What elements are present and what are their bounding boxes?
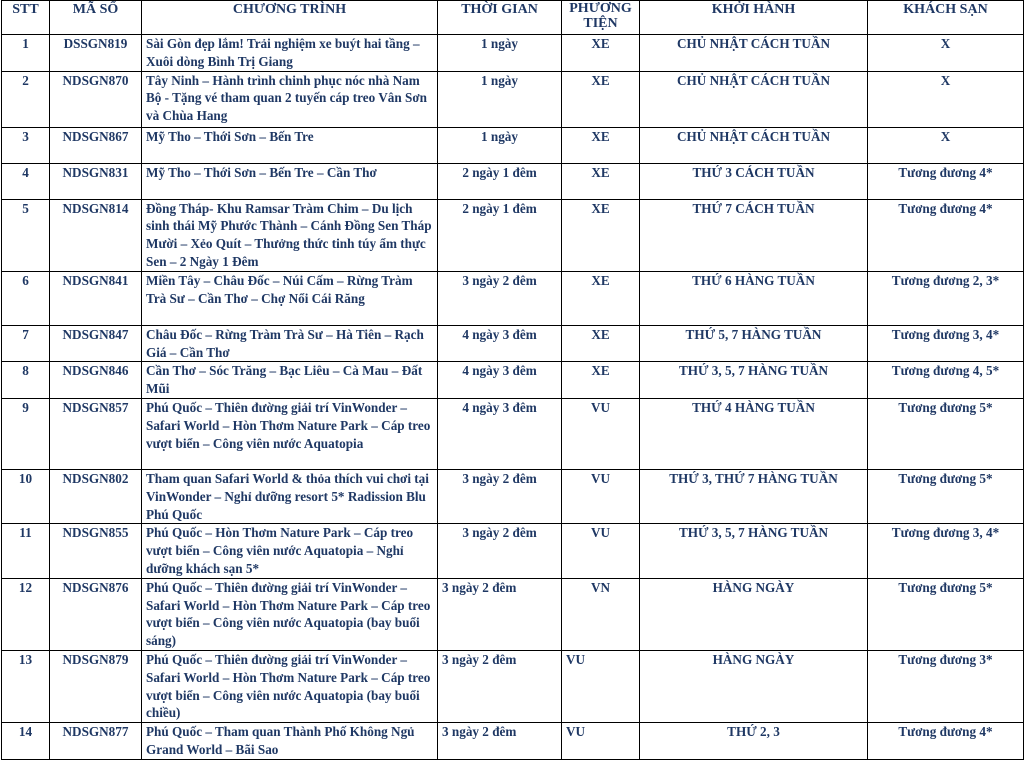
cell-hotel: X bbox=[868, 71, 1024, 127]
cell-stt: 11 bbox=[2, 524, 50, 578]
cell-code: DSSGN819 bbox=[50, 35, 142, 72]
cell-hotel: X bbox=[868, 35, 1024, 72]
cell-duration: 1 ngày bbox=[438, 127, 562, 163]
cell-stt: 3 bbox=[2, 127, 50, 163]
header-program: CHƯƠNG TRÌNH bbox=[142, 1, 438, 35]
cell-program: Phú Quốc – Thiên đường giải trí VinWonder – Safari World – Hòn Thơm Nature Park – Cáp treo vượt biển – Công viên nước Aquatopia (bay buổi chiều) bbox=[142, 650, 438, 722]
cell-transport: XE bbox=[562, 199, 640, 271]
cell-duration: 3 ngày 2 đêm bbox=[438, 650, 562, 722]
cell-transport: VU bbox=[562, 524, 640, 578]
cell-program: Miền Tây – Châu Đốc – Núi Cấm – Rừng Tràm Trà Sư – Cần Thơ – Chợ Nổi Cái Răng bbox=[142, 271, 438, 325]
cell-program: Tham quan Safari World & thỏa thích vui chơi tại VinWonder – Nghỉ dưỡng resort 5* Radission Blu Phú Quốc bbox=[142, 469, 438, 523]
cell-duration: 3 ngày 2 đêm bbox=[438, 469, 562, 523]
table-row bbox=[2, 362, 1024, 399]
cell-code: NDSGN879 bbox=[50, 650, 142, 722]
cell-program: Mỹ Tho – Thới Sơn – Bến Tre – Cần Thơ bbox=[142, 163, 438, 199]
cell-departure: THỨ 7 CÁCH TUẦN bbox=[640, 199, 868, 271]
cell-code: NDSGN876 bbox=[50, 578, 142, 650]
cell-transport: XE bbox=[562, 325, 640, 362]
cell-duration: 4 ngày 3 đêm bbox=[438, 398, 562, 469]
cell-duration: 1 ngày bbox=[438, 35, 562, 72]
cell-code: NDSGN855 bbox=[50, 524, 142, 578]
cell-stt: 4 bbox=[2, 163, 50, 199]
cell-departure: THỨ 5, 7 HÀNG TUẦN bbox=[640, 325, 868, 362]
cell-departure: THỨ 2, 3 bbox=[640, 723, 868, 760]
table-row bbox=[2, 163, 1024, 199]
table-row bbox=[2, 325, 1024, 362]
cell-program: Phú Quốc – Thiên đường giải trí VinWonder – Safari World – Hòn Thơm Nature Park – Cáp treo vượt biển – Công viên nước Aquatopia (bay buổi sáng) bbox=[142, 578, 438, 650]
cell-stt: 14 bbox=[2, 723, 50, 760]
cell-code: NDSGN867 bbox=[50, 127, 142, 163]
cell-code: NDSGN846 bbox=[50, 362, 142, 399]
cell-departure: CHỦ NHẬT CÁCH TUẦN bbox=[640, 35, 868, 72]
cell-code: NDSGN877 bbox=[50, 723, 142, 760]
header-departure: KHỞI HÀNH bbox=[640, 1, 868, 35]
cell-duration: 3 ngày 2 đêm bbox=[438, 524, 562, 578]
cell-departure: HÀNG NGÀY bbox=[640, 650, 868, 722]
cell-hotel: Tương đương 4* bbox=[868, 723, 1024, 760]
cell-stt: 10 bbox=[2, 469, 50, 523]
table-row bbox=[2, 127, 1024, 163]
cell-duration: 3 ngày 2 đêm bbox=[438, 578, 562, 650]
table-row bbox=[2, 35, 1024, 72]
cell-departure: HÀNG NGÀY bbox=[640, 578, 868, 650]
table-row bbox=[2, 469, 1024, 523]
table-row bbox=[2, 398, 1024, 469]
cell-code: NDSGN831 bbox=[50, 163, 142, 199]
table-row bbox=[2, 650, 1024, 722]
cell-program: Sài Gòn đẹp lắm! Trải nghiệm xe buýt hai tầng – Xuôi dòng Bình Trị Giang bbox=[142, 35, 438, 72]
cell-hotel: Tương đương 3* bbox=[868, 650, 1024, 722]
cell-code: NDSGN847 bbox=[50, 325, 142, 362]
table-row bbox=[2, 271, 1024, 325]
cell-departure: THỨ 4 HÀNG TUẦN bbox=[640, 398, 868, 469]
cell-hotel: Tương đương 4* bbox=[868, 199, 1024, 271]
table-row bbox=[2, 723, 1024, 760]
cell-program: Phú Quốc – Thiên đường giải trí VinWonder –Safari World – Hòn Thơm Nature Park – Cáp treo vượt biển – Công viên nước Aquatopia bbox=[142, 398, 438, 469]
cell-hotel: Tương đương 4, 5* bbox=[868, 362, 1024, 399]
cell-transport: XE bbox=[562, 35, 640, 72]
cell-code: NDSGN870 bbox=[50, 71, 142, 127]
cell-hotel: Tương đương 2, 3* bbox=[868, 271, 1024, 325]
cell-transport: XE bbox=[562, 362, 640, 399]
cell-departure: CHỦ NHẬT CÁCH TUẦN bbox=[640, 127, 868, 163]
cell-departure: THỨ 3, 5, 7 HÀNG TUẦN bbox=[640, 362, 868, 399]
cell-transport: XE bbox=[562, 127, 640, 163]
cell-hotel: Tương đương 3, 4* bbox=[868, 325, 1024, 362]
header-transport: PHƯƠNG TIỆN bbox=[562, 1, 640, 35]
cell-departure: THỨ 6 HÀNG TUẦN bbox=[640, 271, 868, 325]
cell-duration: 1 ngày bbox=[438, 71, 562, 127]
cell-stt: 8 bbox=[2, 362, 50, 399]
cell-duration: 2 ngày 1 đêm bbox=[438, 163, 562, 199]
cell-hotel: Tương đương 5* bbox=[868, 398, 1024, 469]
header-hotel: KHÁCH SẠN bbox=[868, 1, 1024, 35]
cell-transport: VU bbox=[562, 398, 640, 469]
cell-code: NDSGN802 bbox=[50, 469, 142, 523]
cell-hotel: Tương đương 5* bbox=[868, 469, 1024, 523]
cell-program: Cần Thơ – Sóc Trăng – Bạc Liêu – Cà Mau – Đất Mũi bbox=[142, 362, 438, 399]
cell-code: NDSGN857 bbox=[50, 398, 142, 469]
cell-stt: 1 bbox=[2, 35, 50, 72]
cell-stt: 2 bbox=[2, 71, 50, 127]
cell-program: Châu Đốc – Rừng Tràm Trà Sư – Hà Tiên – Rạch Giá – Cần Thơ bbox=[142, 325, 438, 362]
cell-hotel: Tương đương 3, 4* bbox=[868, 524, 1024, 578]
cell-transport: VU bbox=[562, 469, 640, 523]
cell-departure: THỨ 3, THỨ 7 HÀNG TUẦN bbox=[640, 469, 868, 523]
cell-code: NDSGN814 bbox=[50, 199, 142, 271]
cell-duration: 3 ngày 2 đêm bbox=[438, 271, 562, 325]
tour-schedule-table bbox=[1, 0, 1024, 760]
table-row bbox=[2, 199, 1024, 271]
cell-stt: 9 bbox=[2, 398, 50, 469]
table-row bbox=[2, 578, 1024, 650]
cell-program: Phú Quốc – Hòn Thơm Nature Park – Cáp treo vượt biển – Công viên nước Aquatopia – Nghỉ dưỡng khách sạn 5* bbox=[142, 524, 438, 578]
cell-program: Đồng Tháp- Khu Ramsar Tràm Chim – Du lịch sinh thái Mỹ Phước Thành – Cánh Đồng Sen Tháp Mười – Xẻo Quít – Thưởng thức tinh túy ẩm thực Sen – 2 Ngày 1 Đêm bbox=[142, 199, 438, 271]
cell-departure: CHỦ NHẬT CÁCH TUẦN bbox=[640, 71, 868, 127]
cell-stt: 6 bbox=[2, 271, 50, 325]
cell-transport: XE bbox=[562, 271, 640, 325]
header-code: MÃ SỐ bbox=[50, 1, 142, 35]
cell-transport: VU bbox=[562, 723, 640, 760]
cell-departure: THỨ 3, 5, 7 HÀNG TUẦN bbox=[640, 524, 868, 578]
cell-hotel: Tương đương 4* bbox=[868, 163, 1024, 199]
cell-duration: 3 ngày 2 đêm bbox=[438, 723, 562, 760]
cell-stt: 7 bbox=[2, 325, 50, 362]
cell-duration: 2 ngày 1 đêm bbox=[438, 199, 562, 271]
cell-program: Mỹ Tho – Thới Sơn – Bến Tre bbox=[142, 127, 438, 163]
cell-departure: THỨ 3 CÁCH TUẦN bbox=[640, 163, 868, 199]
header-duration: THỜI GIAN bbox=[438, 1, 562, 35]
cell-program: Phú Quốc – Tham quan Thành Phố Không Ngủ Grand World – Bãi Sao bbox=[142, 723, 438, 760]
cell-hotel: Tương đương 5* bbox=[868, 578, 1024, 650]
cell-hotel: X bbox=[868, 127, 1024, 163]
cell-code: NDSGN841 bbox=[50, 271, 142, 325]
cell-stt: 5 bbox=[2, 199, 50, 271]
cell-transport: XE bbox=[562, 163, 640, 199]
cell-stt: 12 bbox=[2, 578, 50, 650]
table-row bbox=[2, 71, 1024, 127]
cell-transport: VN bbox=[562, 578, 640, 650]
cell-stt: 13 bbox=[2, 650, 50, 722]
table-row bbox=[2, 524, 1024, 578]
cell-duration: 4 ngày 3 đêm bbox=[438, 325, 562, 362]
header-row bbox=[2, 1, 1024, 35]
cell-program: Tây Ninh – Hành trình chinh phục nóc nhà Nam Bộ - Tặng vé tham quan 2 tuyến cáp treo Vân Sơn và Chùa Hang bbox=[142, 71, 438, 127]
cell-transport: XE bbox=[562, 71, 640, 127]
header-stt: STT bbox=[2, 1, 50, 35]
cell-duration: 4 ngày 3 đêm bbox=[438, 362, 562, 399]
cell-transport: VU bbox=[562, 650, 640, 722]
